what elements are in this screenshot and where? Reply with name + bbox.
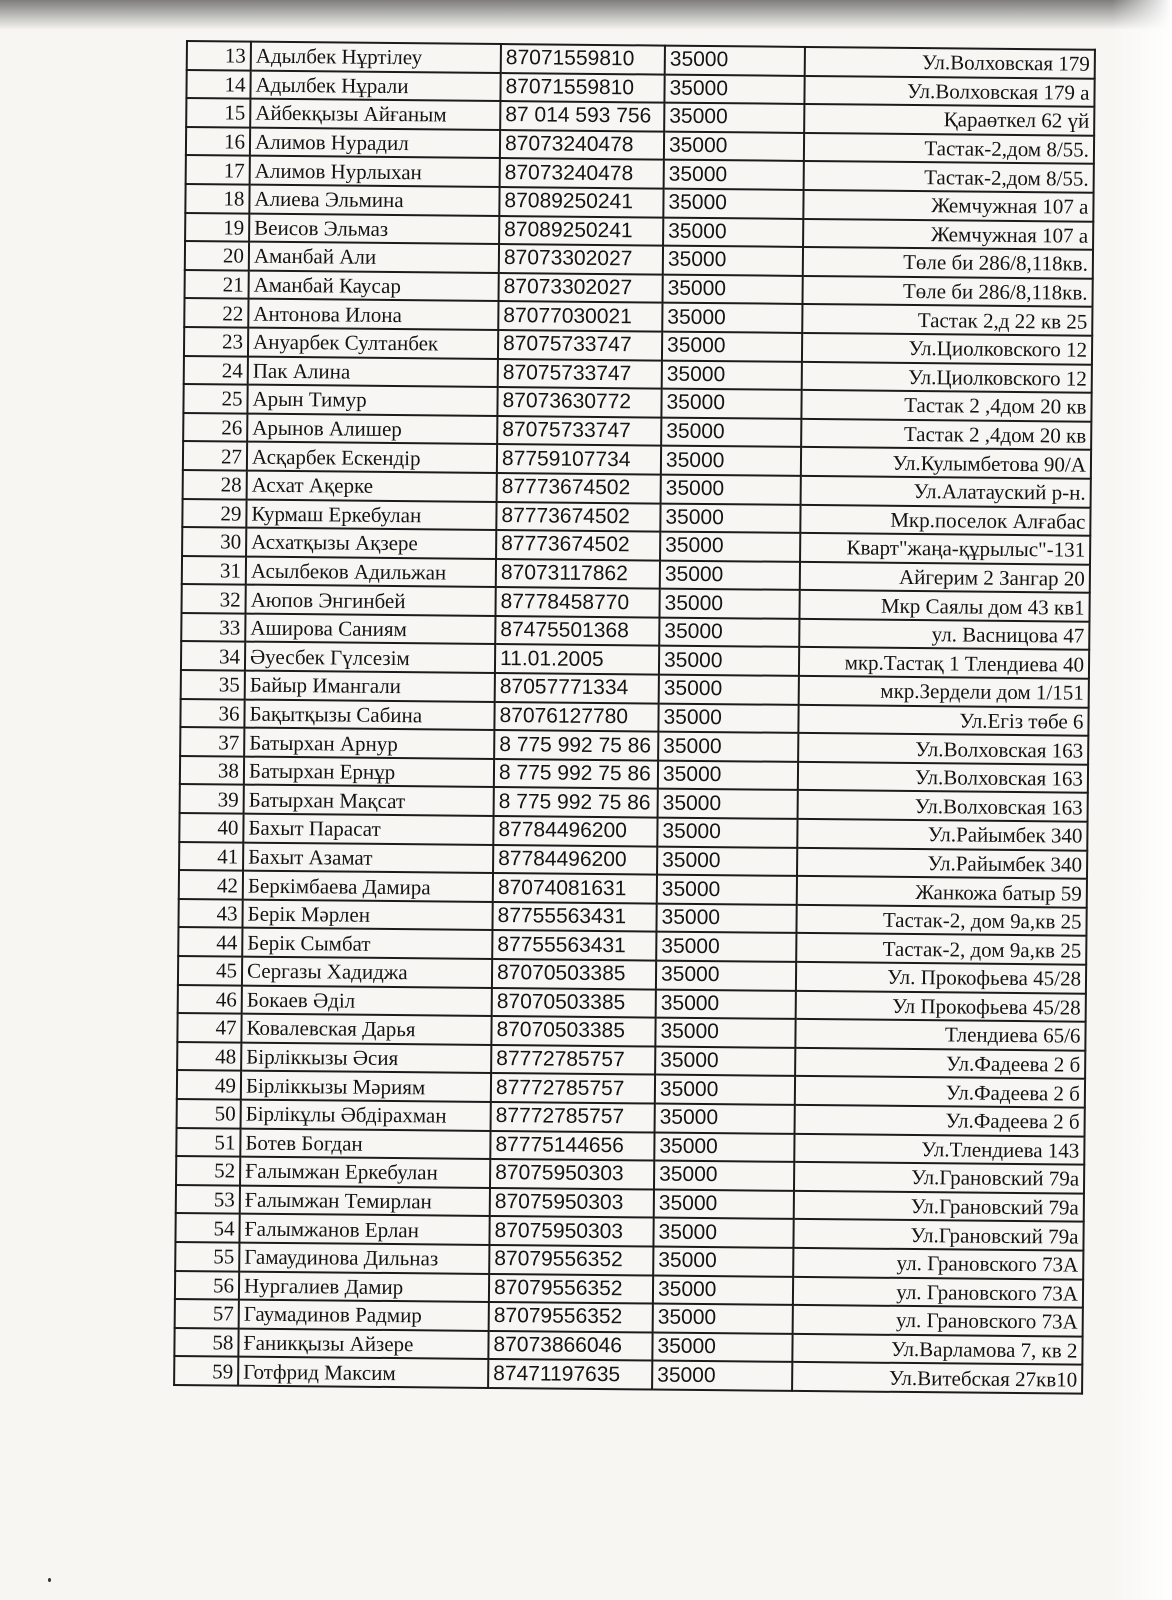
row-number-cell: 26 — [183, 413, 247, 442]
student-name-cell: Ботев Богдан — [240, 1128, 490, 1159]
row-number-cell: 33 — [181, 613, 245, 642]
student-name-cell: Гамаудинова Дильназ — [239, 1243, 489, 1274]
payment-amount-cell: 35000 — [653, 1246, 793, 1276]
phone-number-cell: 87075733747 — [498, 359, 662, 389]
student-name-cell: Арынов Алишер — [247, 413, 497, 444]
phone-number-cell: 87070503385 — [491, 1016, 655, 1046]
row-number-cell: 43 — [178, 899, 242, 928]
address-cell: Тастак-2, дом 9а,кв 25 — [796, 933, 1086, 964]
row-number-cell: 50 — [177, 1099, 241, 1128]
address-cell: Ул.Фадеева 2 б — [795, 1048, 1085, 1079]
student-name-cell: Ғалымжан Темирлан — [240, 1185, 490, 1216]
payment-amount-cell: 35000 — [660, 503, 800, 533]
payment-amount-cell: 35000 — [664, 131, 804, 161]
student-name-cell: Байыр Имангали — [245, 671, 495, 702]
row-number-cell: 59 — [174, 1356, 238, 1385]
row-number-cell: 34 — [181, 641, 245, 670]
payment-amount-cell: 35000 — [653, 1275, 793, 1305]
phone-number-cell: 87471197635 — [488, 1359, 652, 1389]
row-number-cell: 17 — [186, 155, 250, 184]
row-number-cell: 16 — [186, 127, 250, 156]
address-cell: Ул.Райымбек 340 — [797, 819, 1087, 850]
row-number-cell: 14 — [186, 70, 250, 99]
address-cell: Ул.Егіз төбе 6 — [798, 705, 1088, 736]
payment-amount-cell: 35000 — [652, 1332, 792, 1362]
phone-number-cell: 87075950303 — [490, 1188, 654, 1218]
student-name-cell: Гаумадинов Радмир — [239, 1300, 489, 1331]
phone-number-cell: 87070503385 — [492, 959, 656, 989]
row-number-cell: 23 — [184, 327, 248, 356]
student-name-cell: Адылбек Нұрали — [250, 70, 500, 101]
student-name-cell: Готфрид Максим — [238, 1357, 488, 1388]
student-name-cell: Бірліккызы Әсия — [241, 1042, 491, 1073]
payment-amount-cell: 35000 — [661, 389, 801, 419]
phone-number-cell: 87057771334 — [495, 673, 659, 703]
phone-number-cell: 87073240478 — [500, 130, 664, 160]
row-number-cell: 22 — [184, 298, 248, 327]
row-number-cell: 27 — [183, 441, 247, 470]
address-cell: Ул.Волховская 163 — [798, 762, 1088, 793]
row-number-cell: 49 — [177, 1070, 241, 1099]
address-cell: Жемчужная 107 а — [803, 218, 1093, 249]
phone-number-cell: 87079556352 — [489, 1302, 653, 1332]
student-name-cell: Ғаникқызы Айзере — [238, 1328, 488, 1359]
payment-amount-cell: 35000 — [661, 417, 801, 447]
row-number-cell: 56 — [175, 1270, 239, 1299]
address-cell: Ул.Грановский 79а — [794, 1162, 1084, 1193]
payment-amount-cell: 35000 — [662, 332, 802, 362]
row-number-cell: 46 — [178, 985, 242, 1014]
payment-amount-cell: 35000 — [659, 646, 799, 676]
address-cell: Төле би 286/8,118кв. — [803, 247, 1093, 278]
address-cell: Мкр.поселок Алғабас — [800, 504, 1090, 535]
row-number-cell: 48 — [177, 1042, 241, 1071]
address-cell: Тастак-2, дом 9а,кв 25 — [796, 905, 1086, 936]
payment-amount-cell: 35000 — [661, 474, 801, 504]
student-name-cell: Сергазы Хадиджа — [242, 957, 492, 988]
phone-number-cell: 87775144656 — [490, 1131, 654, 1161]
address-cell: Тастак 2,д 22 кв 25 — [802, 304, 1092, 335]
payment-amount-cell: 35000 — [658, 703, 798, 733]
payment-amount-cell: 35000 — [664, 74, 804, 104]
row-number-cell: 42 — [179, 870, 243, 899]
phone-number-cell: 87076127780 — [494, 702, 658, 732]
student-name-cell: Ғалымжанов Ерлан — [239, 1214, 489, 1245]
address-cell: Ул.Циолковского 12 — [802, 333, 1092, 364]
row-number-cell: 38 — [180, 756, 244, 785]
phone-number-cell: 87075733747 — [497, 416, 661, 446]
student-name-cell: Асхат Ақерке — [247, 471, 497, 502]
payment-amount-cell: 35000 — [654, 1161, 794, 1191]
student-name-cell: Бахыт Парасат — [243, 814, 493, 845]
phone-number-cell: 87073117862 — [496, 559, 660, 589]
address-cell: Ул.Грановский 79а — [794, 1191, 1084, 1222]
payment-amount-cell: 35000 — [660, 532, 800, 562]
row-number-cell: 32 — [182, 584, 246, 613]
row-number-cell: 30 — [182, 527, 246, 556]
phone-number-cell: 87475501368 — [495, 616, 659, 646]
phone-number-cell: 87 014 593 756 — [500, 101, 664, 131]
payment-amount-cell: 35000 — [655, 1018, 795, 1048]
payment-amount-cell: 35000 — [659, 589, 799, 619]
address-cell: Ул.Грановский 79а — [793, 1219, 1083, 1250]
phone-number-cell: 87070503385 — [492, 988, 656, 1018]
student-name-cell: Пак Алина — [248, 356, 498, 387]
address-cell: Тастак-2,дом 8/55. — [804, 133, 1094, 164]
phone-number-cell: 87071559810 — [501, 44, 665, 74]
student-name-cell: Нургалиев Дамир — [239, 1271, 489, 1302]
address-cell: Ул.Кулымбетова 90/А — [801, 447, 1091, 478]
payment-amount-cell: 35000 — [658, 732, 798, 762]
payment-amount-cell: 35000 — [655, 1075, 795, 1105]
student-name-cell: Ғалымжан Еркебулан — [240, 1157, 490, 1188]
address-cell: Ул.Волховская 179 а — [804, 76, 1094, 107]
row-number-cell: 44 — [178, 927, 242, 956]
address-cell: Тастак-2,дом 8/55. — [804, 161, 1094, 192]
student-name-cell: Айбекқызы Айғаным — [250, 99, 500, 130]
phone-number-cell: 87772785757 — [491, 1045, 655, 1075]
phone-number-cell: 87074081631 — [493, 873, 657, 903]
payment-amount-cell: 35000 — [656, 961, 796, 991]
student-name-cell: Аюпов Энгинбей — [245, 585, 495, 616]
phone-number-cell: 87089250241 — [499, 187, 663, 217]
payment-amount-cell: 35000 — [658, 789, 798, 819]
payment-amount-cell: 35000 — [654, 1132, 794, 1162]
payment-amount-cell: 35000 — [661, 446, 801, 476]
phone-number-cell: 87073866046 — [488, 1331, 652, 1361]
phone-number-cell: 87755563431 — [492, 930, 656, 960]
phone-number-cell: 87778458770 — [495, 587, 659, 617]
payment-amount-cell: 35000 — [656, 903, 796, 933]
phone-number-cell: 87755563431 — [492, 902, 656, 932]
student-name-cell: Беркімбаева Дамира — [243, 871, 493, 902]
payment-amount-cell: 35000 — [657, 875, 797, 905]
phone-number-cell: 8 775 992 75 86 — [494, 759, 658, 789]
address-cell: Ул.Алатауский р-н. — [801, 476, 1091, 507]
payment-amount-cell: 35000 — [663, 217, 803, 247]
student-name-cell: Адылбек Нұртілеу — [251, 42, 501, 73]
roster-body — [174, 41, 1095, 1394]
phone-number-cell: 87089250241 — [499, 216, 663, 246]
phone-number-cell: 87075733747 — [498, 330, 662, 360]
address-cell: Тастак 2 ,4дом 20 кв — [801, 419, 1091, 450]
address-cell: Ул.Волховская 163 — [798, 790, 1088, 821]
address-cell: Ул.Райымбек 340 — [797, 848, 1087, 879]
row-number-cell: 18 — [185, 184, 249, 213]
address-cell: мкр.Зердели дом 1/151 — [799, 676, 1089, 707]
row-number-cell: 45 — [178, 956, 242, 985]
address-cell: Жемчужная 107 а — [803, 190, 1093, 221]
payment-amount-cell: 35000 — [658, 760, 798, 790]
phone-number-cell: 87773674502 — [496, 530, 660, 560]
row-number-cell: 57 — [175, 1299, 239, 1328]
address-cell: Ул Прокофьева 45/28 — [796, 990, 1086, 1021]
payment-amount-cell: 35000 — [662, 303, 802, 333]
payment-amount-cell: 35000 — [664, 160, 804, 190]
student-name-cell: Бірлікұлы Әбдірахман — [241, 1100, 491, 1131]
row-number-cell: 21 — [185, 270, 249, 299]
address-cell: Ул.Фадеева 2 б — [795, 1076, 1085, 1107]
payment-amount-cell: 35000 — [665, 46, 805, 76]
phone-number-cell: 87073302027 — [499, 244, 663, 274]
row-number-cell: 40 — [179, 813, 243, 842]
address-cell: Айгерим 2 Зангар 20 — [800, 562, 1090, 593]
phone-number-cell: 8 775 992 75 86 — [494, 787, 658, 817]
phone-number-cell: 87773674502 — [497, 473, 661, 503]
payment-amount-cell: 35000 — [655, 1046, 795, 1076]
address-cell: ул. Грановского 73А — [793, 1276, 1083, 1307]
row-number-cell: 29 — [182, 498, 246, 527]
row-number-cell: 51 — [176, 1128, 240, 1157]
address-cell: Тастак 2 ,4дом 20 кв — [801, 390, 1091, 421]
address-cell: Мкр Саялы дом 43 кв1 — [799, 590, 1089, 621]
student-name-cell: Бахыт Азамат — [243, 842, 493, 873]
address-cell: Жанкожа батыр 59 — [797, 876, 1087, 907]
phone-number-cell: 87079556352 — [489, 1245, 653, 1275]
payment-amount-cell: 35000 — [656, 989, 796, 1019]
page-edge-fade — [1112, 0, 1172, 1600]
student-name-cell: Батырхан Ернұр — [244, 756, 494, 787]
phone-number-cell: 87759107734 — [497, 444, 661, 474]
phone-number-cell: 87772785757 — [491, 1102, 655, 1132]
student-name-cell: Әуесбек Гүлсезім — [245, 642, 495, 673]
student-name-cell: Бокаев Әділ — [242, 985, 492, 1016]
row-number-cell: 52 — [176, 1156, 240, 1185]
page-top-shadow — [0, 0, 1172, 30]
address-cell: Ул.Волховская 163 — [798, 733, 1088, 764]
student-name-cell: Берік Сымбат — [242, 928, 492, 959]
phone-number-cell: 87784496200 — [493, 816, 657, 846]
student-name-cell: Батырхан Мақсат — [244, 785, 494, 816]
phone-number-cell: 87773674502 — [496, 502, 660, 532]
payment-amount-cell: 35000 — [652, 1361, 792, 1391]
address-cell: ул. Грановского 73А — [793, 1305, 1083, 1336]
payment-amount-cell: 35000 — [653, 1304, 793, 1334]
payment-amount-cell: 35000 — [659, 675, 799, 705]
payment-amount-cell: 35000 — [660, 560, 800, 590]
student-name-cell: Бақытқызы Сабина — [244, 699, 494, 730]
address-cell: мкр.Тастақ 1 Тлендиева 40 — [799, 647, 1089, 678]
address-cell: Тлендиева 65/6 — [795, 1019, 1085, 1050]
row-number-cell: 47 — [177, 1013, 241, 1042]
payment-amount-cell: 35000 — [657, 846, 797, 876]
student-name-cell: Асылбеков Адильжан — [246, 556, 496, 587]
payment-amount-cell: 35000 — [653, 1218, 793, 1248]
payment-amount-cell: 35000 — [654, 1189, 794, 1219]
address-cell: Ул.Волховская 179 — [805, 47, 1095, 78]
phone-number-cell: 87075950303 — [489, 1216, 653, 1246]
row-number-cell: 41 — [179, 842, 243, 871]
address-cell: Ул.Тлендиева 143 — [794, 1133, 1084, 1164]
address-cell: Ул.Варламова 7, кв 2 — [792, 1334, 1082, 1365]
phone-number-cell: 87077030021 — [498, 301, 662, 331]
student-name-cell: Берік Мәрлен — [242, 899, 492, 930]
row-number-cell: 58 — [174, 1328, 238, 1357]
row-number-cell: 37 — [180, 727, 244, 756]
phone-number-cell: 87071559810 — [500, 73, 664, 103]
row-number-cell: 19 — [185, 213, 249, 242]
address-cell: Ул.Витебская 27кв10 — [792, 1362, 1082, 1393]
row-number-cell: 54 — [175, 1213, 239, 1242]
phone-number-cell: 87073240478 — [500, 158, 664, 188]
address-cell: Қараөткел 62 үй — [804, 104, 1094, 135]
row-number-cell: 28 — [183, 470, 247, 499]
row-number-cell: 36 — [180, 699, 244, 728]
row-number-cell: 25 — [183, 384, 247, 413]
student-name-cell: Аманбай Каусар — [249, 270, 499, 301]
phone-number-cell: 87073630772 — [497, 387, 661, 417]
student-roster-table — [173, 40, 1096, 1395]
phone-number-cell: 8 775 992 75 86 — [494, 730, 658, 760]
address-cell: Ул. Прокофьева 45/28 — [796, 962, 1086, 993]
row-number-cell: 15 — [186, 98, 250, 127]
row-number-cell: 35 — [181, 670, 245, 699]
student-name-cell: Курмаш Еркебулан — [246, 499, 496, 530]
phone-number-cell: 87073302027 — [499, 273, 663, 303]
student-name-cell: Алимов Нурлыхан — [250, 156, 500, 187]
row-number-cell: 13 — [187, 41, 251, 70]
payment-amount-cell: 35000 — [662, 274, 802, 304]
paper-speck — [48, 1578, 51, 1582]
payment-amount-cell: 35000 — [662, 360, 802, 390]
student-name-cell: Батырхан Арнур — [244, 728, 494, 759]
address-cell: Ул.Циолковского 12 — [802, 361, 1092, 392]
payment-amount-cell: 35000 — [655, 1104, 795, 1134]
row-number-cell: 20 — [185, 241, 249, 270]
phone-number-cell: 87075950303 — [490, 1159, 654, 1189]
payment-amount-cell: 35000 — [663, 189, 803, 219]
student-name-cell: Антонова Илона — [248, 299, 498, 330]
address-cell: ул. Васницова 47 — [799, 619, 1089, 650]
row-number-cell: 31 — [182, 556, 246, 585]
phone-number-cell: 87079556352 — [489, 1273, 653, 1303]
row-number-cell: 53 — [176, 1185, 240, 1214]
address-cell: ул. Грановского 73А — [793, 1248, 1083, 1279]
address-cell: Ул.Фадеева 2 б — [795, 1105, 1085, 1136]
student-name-cell: Алимов Нурадил — [250, 127, 500, 158]
row-number-cell: 39 — [180, 784, 244, 813]
row-number-cell: 24 — [184, 356, 248, 385]
phone-number-cell: 87784496200 — [493, 845, 657, 875]
student-name-cell: Аманбай Али — [249, 242, 499, 273]
row-number-cell: 55 — [175, 1242, 239, 1271]
payment-amount-cell: 35000 — [659, 617, 799, 647]
student-name-cell: Ковалевская Дарья — [241, 1014, 491, 1045]
payment-amount-cell: 35000 — [656, 932, 796, 962]
phone-number-cell: 87772785757 — [491, 1073, 655, 1103]
address-cell: Төле би 286/8,118кв. — [802, 276, 1092, 307]
student-name-cell: Веисов Эльмаз — [249, 213, 499, 244]
payment-amount-cell: 35000 — [657, 818, 797, 848]
student-name-cell: Алиева Эльмина — [249, 185, 499, 216]
student-name-cell: Асқарбек Ескендір — [247, 442, 497, 473]
student-name-cell: Арын Тимур — [247, 385, 497, 416]
student-name-cell: Аширова Саниям — [245, 613, 495, 644]
student-name-cell: Ануарбек Султанбек — [248, 328, 498, 359]
student-name-cell: Бірліккызы Мәриям — [241, 1071, 491, 1102]
phone-number-cell: 11.01.2005 — [495, 644, 659, 674]
payment-amount-cell: 35000 — [663, 246, 803, 276]
student-name-cell: Асхатқызы Ақзере — [246, 528, 496, 559]
address-cell: Кварт"жаңа-құрылыс"-131 — [800, 533, 1090, 564]
payment-amount-cell: 35000 — [664, 103, 804, 133]
